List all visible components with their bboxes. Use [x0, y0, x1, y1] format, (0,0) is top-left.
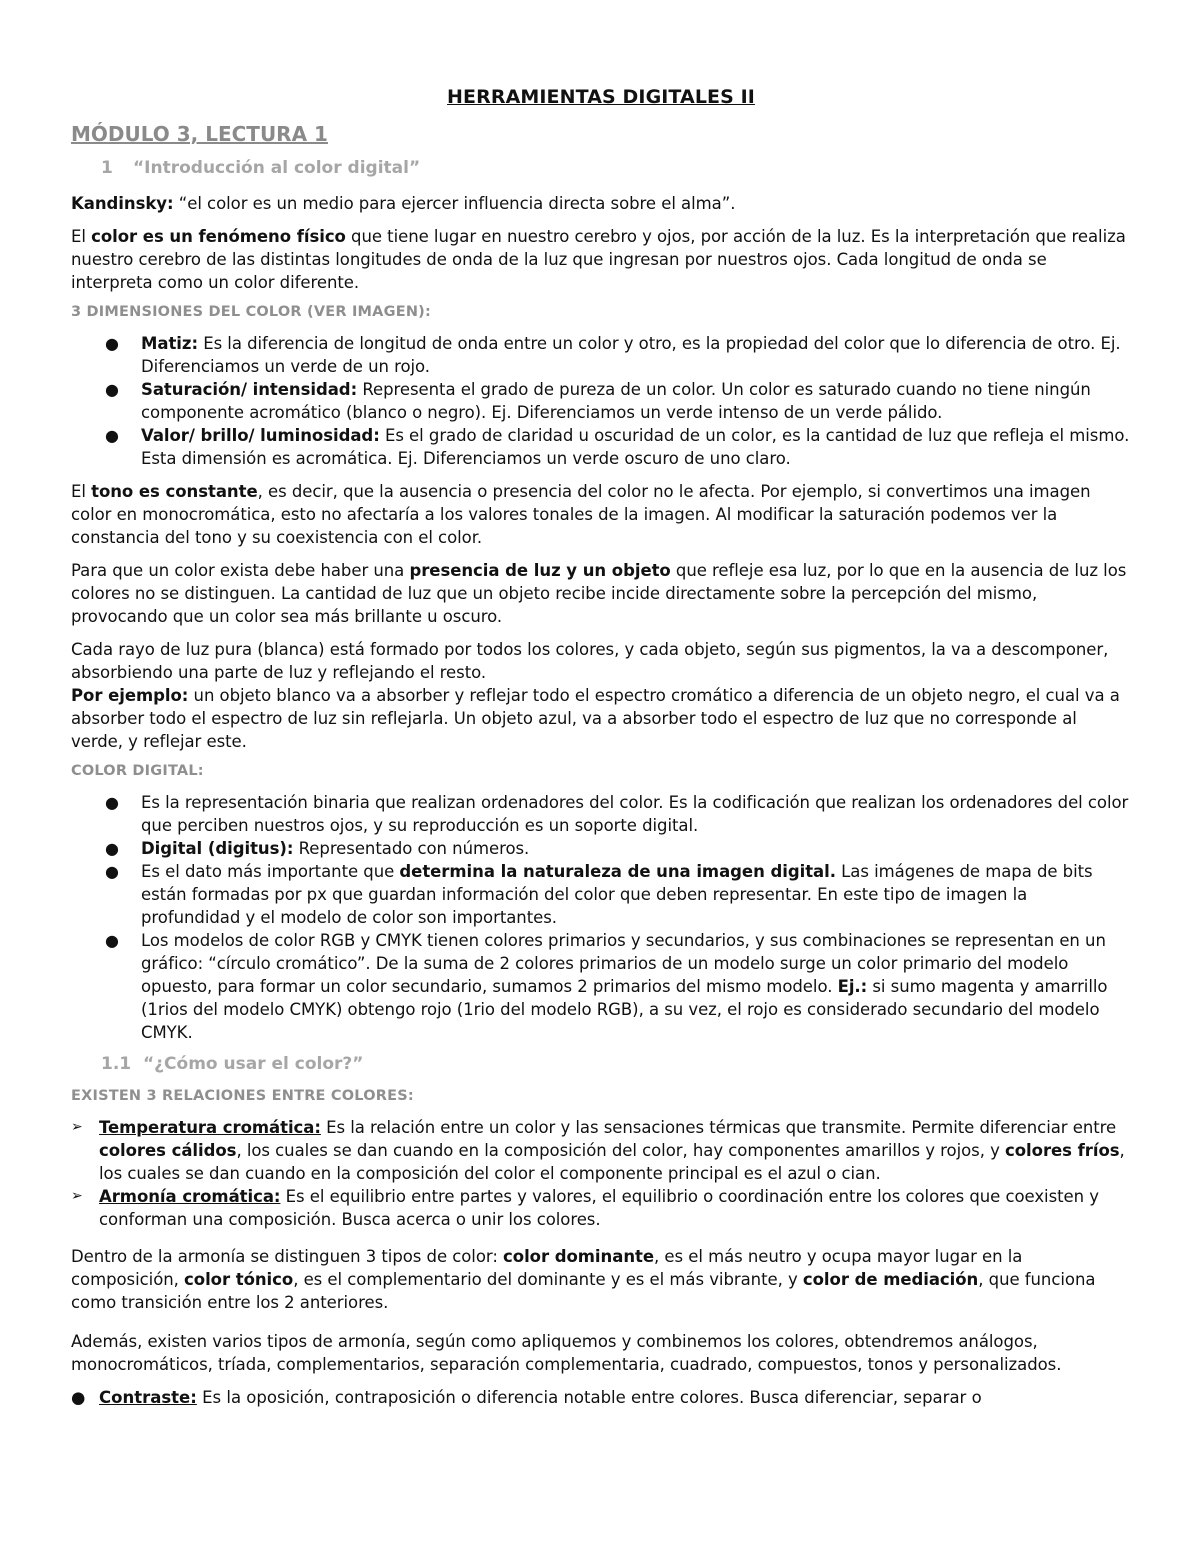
quote-text: “el color es un medio para ejercer influencia directa sobre el alma”.: [173, 194, 736, 213]
section-number: 1.1: [101, 1054, 132, 1074]
arrow-bullet-icon: ➢: [71, 1188, 83, 1204]
bullet-icon: ●: [105, 380, 119, 399]
color-definition: [71, 225, 1131, 294]
list-item: [71, 929, 1131, 1044]
list-item: [71, 1386, 1131, 1409]
text-run: Representado con números.: [293, 839, 530, 858]
text-run: Es la relación entre un color y las sensaciones térmicas que transmite. Permite diferenciar entre: [320, 1118, 1117, 1137]
list-item: [71, 860, 1131, 929]
text-run: , es el más neutro y ocupa mayor lugar en la composición,: [71, 1247, 1023, 1289]
text-run: Es el equilibrio entre partes y valores, el equilibrio o coordinación entre los colores que coexisten y conforman una composición. Busca acerca o unir los colores.: [99, 1187, 1099, 1229]
bold-run: color de mediación: [802, 1270, 979, 1289]
armonia-paragraph: [71, 1245, 1131, 1314]
text-run: Los modelos de color RGB y CMYK tienen colores primarios y secundarios, y sus combinaciones se representan en un gráfico: “círculo cromático”. De la suma de 2 colores primarios de un modelo surge un color primario del modelo opuesto, para formar un color secundario, sumamos 2 primarios del mismo modelo.: [141, 931, 1106, 996]
text-run: , los cuales se dan cuando en la composición del color el componente principal es el azul o cian.: [99, 1141, 1125, 1183]
list-item: [71, 791, 1131, 837]
section-heading-1-1: [101, 1054, 1131, 1074]
text-run: , que funciona como transición entre los 2 anteriores.: [71, 1270, 1096, 1312]
bullet-icon: ●: [71, 1388, 86, 1407]
arrow-bullet-icon: ➢: [71, 1119, 83, 1135]
dimensions-heading: 3 DIMENSIONES DEL COLOR (VER IMAGEN):: [71, 304, 431, 320]
text-run: , es decir, que la ausencia o presencia del color no le afecta. Por ejemplo, si convertimos una imagen color en monocromática, esto no afectaría a los valores tonales de la imagen. Al modificar la saturación podemos ver la constancia del tono y su coexistencia con el color.: [71, 482, 1091, 547]
text-run: , los cuales se dan cuando en la composición del color, hay componentes amarillos y rojos, y: [236, 1141, 1006, 1160]
list-item: [71, 1185, 1131, 1231]
bold-run: determina la naturaleza de una imagen digital.: [399, 862, 836, 881]
text-run: Para que un color exista debe haber una: [71, 561, 410, 580]
bullet-icon: ●: [105, 793, 119, 812]
ejemplo-paragraph: [71, 684, 1131, 753]
kandinsky-label: Kandinsky:: [71, 194, 174, 213]
relaciones-list: [71, 1116, 1131, 1231]
kandinsky-quote: [71, 192, 1131, 215]
bold-run: colores fríos: [1005, 1141, 1120, 1160]
text-run: que refleje esa luz, por lo que en la ausencia de luz los colores no se distinguen. La cantidad de luz que un objeto recibe incide directamente sobre la percepción del mismo, provocando que un color sea más brillante u oscuro.: [71, 561, 1127, 626]
text-run: que tiene lugar en nuestro cerebro y ojos, por acción de la luz. Es la interpretación que realiza nuestro cerebro de las distintas longitudes de onda de la luz que ingresan por nuestros ojos. Cada longitud de onda se interpreta como un color diferente.: [71, 227, 1126, 292]
bold-run: Saturación/ intensidad:: [141, 380, 358, 399]
text-run: un objeto blanco va a absorber y reflejar todo el espectro cromático a diferencia de un objeto negro, el cual va a absorber todo el espectro de luz sin reflejarla. Un objeto azul, va a absorber todo el espectro de luz que no corresponde al verde, y reflejar este.: [71, 686, 1120, 751]
text-run: Es la diferencia de longitud de onda entre un color y otro, es la propiedad del color que lo diferencia de otro. Ej. Diferenciamos un verde de un rojo.: [141, 334, 1121, 376]
text-run: Es el grado de claridad u oscuridad de un color, es la cantidad de luz que refleja el mismo. Esta dimensión es acromática. Ej. Diferenciamos un verde oscuro de uno claro.: [141, 426, 1130, 468]
text-run: si sumo magenta y amarrillo (1rios del modelo CMYK) obtengo rojo (1rio del modelo RGB), a su vez, el rojo es considerado secundario del modelo CMYK.: [141, 977, 1108, 1042]
bold-run: colores cálidos: [99, 1141, 237, 1160]
tono-paragraph: [71, 480, 1131, 549]
bold-run: Contraste:: [99, 1388, 197, 1407]
bold-run: tono es constante: [91, 482, 258, 501]
bold-run: presencia de luz y un objeto: [409, 561, 671, 580]
relaciones-heading: EXISTEN 3 RELACIONES ENTRE COLORES:: [71, 1088, 414, 1104]
text-run: El: [71, 482, 92, 501]
bold-run: Temperatura cromática:: [99, 1118, 321, 1137]
bullet-icon: ●: [105, 839, 119, 858]
bullet-icon: ●: [105, 426, 119, 445]
text-run: Dentro de la armonía se distinguen 3 tipos de color:: [71, 1247, 504, 1266]
bold-run: Ej.:: [837, 977, 868, 996]
bullet-icon: ●: [105, 862, 119, 881]
bold-run: Matiz:: [141, 334, 198, 353]
section-number: 1: [101, 158, 113, 178]
text-run: Las imágenes de mapa de bits están formadas por px que guardan información del color que deben representar. En este tipo de imagen la profundidad y el modelo de color son importantes.: [141, 862, 1093, 927]
contraste-list: [71, 1386, 1131, 1409]
list-item: [71, 378, 1131, 424]
module-heading: MÓDULO 3, LECTURA 1: [71, 122, 328, 146]
document-content: [71, 86, 1131, 1409]
bold-run: Valor/ brillo/ luminosidad:: [141, 426, 380, 445]
document-title: HERRAMIENTAS DIGITALES II: [447, 86, 755, 108]
list-item: [71, 1116, 1131, 1185]
rayo-paragraph: Cada rayo de luz pura (blanca) está formado por todos los colores, y cada objeto, según sus pigmentos, la va a descomponer, absorbiendo una parte de luz y reflejando el resto.: [71, 640, 1109, 682]
bold-run: color tónico: [184, 1270, 294, 1289]
list-item: [71, 837, 1131, 860]
presencia-paragraph: [71, 559, 1131, 628]
text-run: Es la oposición, contraposición o diferencia notable entre colores. Busca diferenciar, separar o: [196, 1388, 982, 1407]
list-item: [71, 424, 1131, 470]
bold-run: Armonía cromática:: [99, 1187, 281, 1206]
text-run: Representa el grado de pureza de un color. Un color es saturado cuando no tiene ningún componente acromático (blanco o negro). Ej. Diferenciamos un verde intenso de un verde pálido.: [141, 380, 1091, 422]
digital-heading: COLOR DIGITAL:: [71, 763, 204, 779]
bold-run: color dominante: [503, 1247, 654, 1266]
section-title: “Introducción al color digital”: [133, 158, 421, 178]
ademas-paragraph: Además, existen varios tipos de armonía, según como apliquemos y combinemos los colores, obtendremos análogos, monocromáticos, tríada, complementarios, separación complementaria, cuadrado, compuestos, tonos y personalizados.: [71, 1332, 1062, 1374]
text-run: , es el complementario del dominante y es el más vibrante, y: [293, 1270, 803, 1289]
bullet-icon: ●: [105, 931, 119, 950]
bold-run: color es un fenómeno físico: [91, 227, 346, 246]
text-run: Es el dato más importante que: [141, 862, 400, 881]
list-item: [71, 332, 1131, 378]
bold-run: Digital (digitus):: [141, 839, 294, 858]
digital-list: [71, 791, 1131, 1044]
dimensions-list: [71, 332, 1131, 470]
bullet-icon: ●: [105, 334, 119, 353]
text-run: El: [71, 227, 92, 246]
section-title: “¿Cómo usar el color?”: [143, 1054, 364, 1074]
bold-run: Por ejemplo:: [71, 686, 189, 705]
text-run: Es la representación binaria que realizan ordenadores del color. Es la codificación que realizan los ordenadores del color que perciben nuestros ojos, y su reproducción es un soporte digital.: [141, 793, 1129, 835]
section-heading-1: [101, 158, 1131, 178]
